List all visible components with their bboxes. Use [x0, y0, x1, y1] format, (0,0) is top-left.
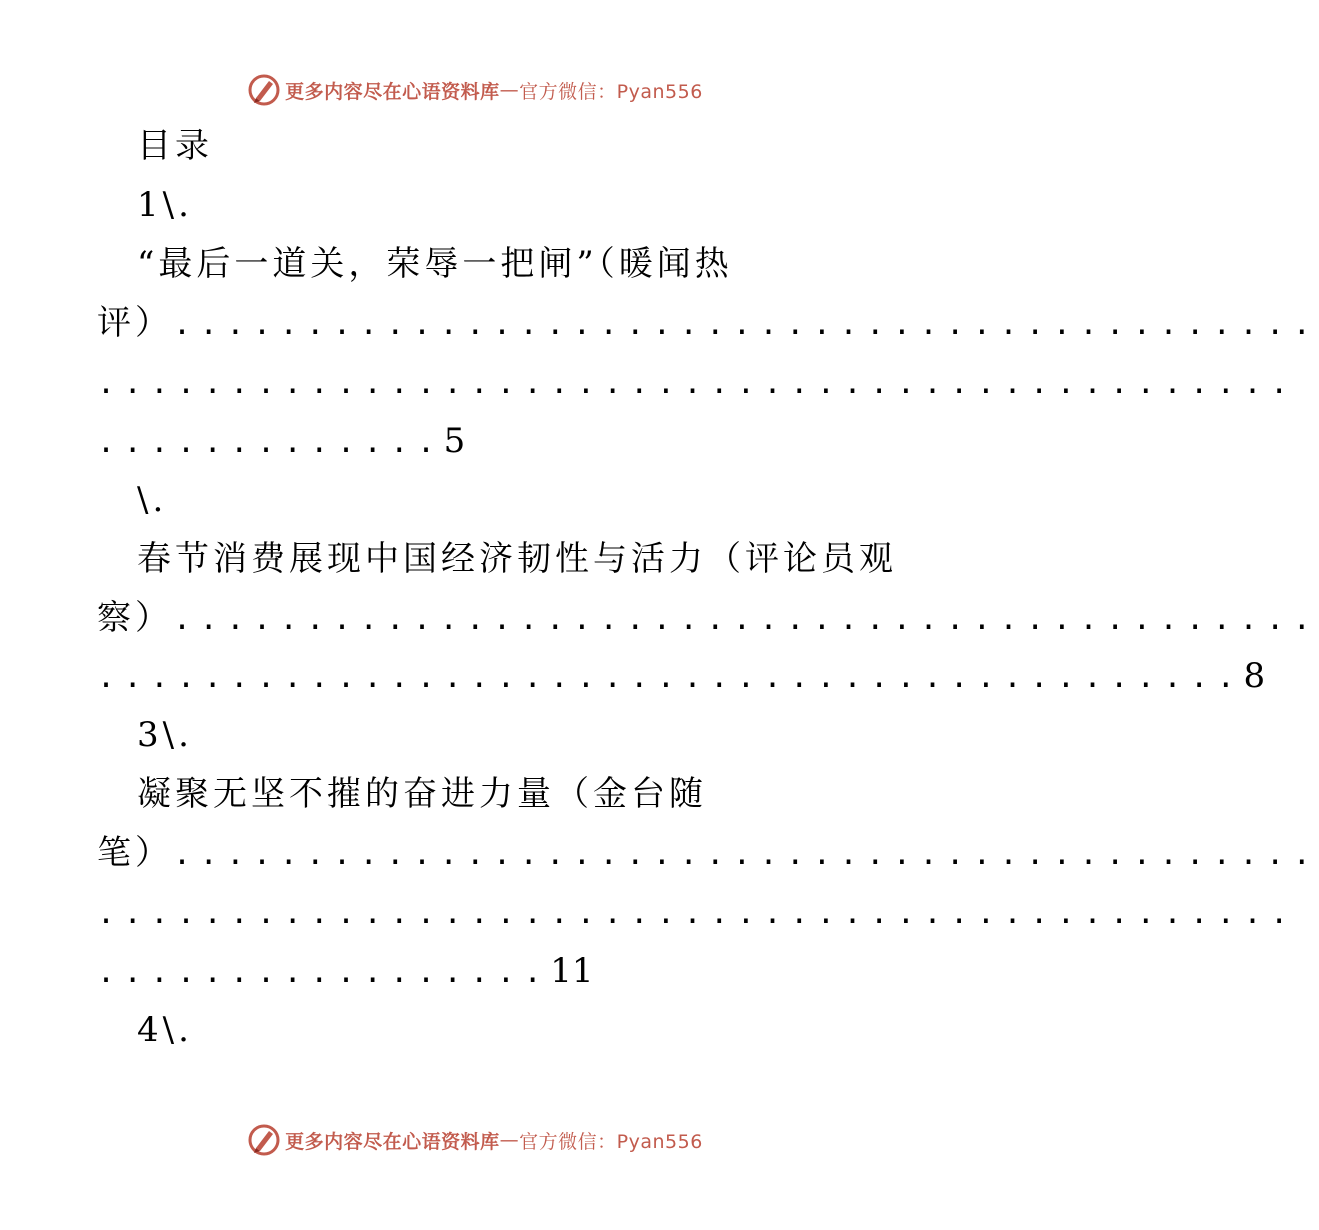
leader-dots: ........................................... — [97, 660, 1244, 695]
toc-entry-title-tail: 笔） — [97, 833, 173, 873]
header-banner — [0, 72, 950, 108]
toc-entry-leader — [97, 951, 594, 993]
toc-entry-leader — [97, 362, 1297, 404]
toc-entry-number: \. — [137, 480, 168, 520]
toc-entry-title-tail: 察） — [97, 598, 173, 638]
banner-wechat-text: 官方微信：Pyan556 — [519, 80, 703, 103]
toc-entry-page: 5 — [443, 421, 466, 461]
leader-dots: ............................................. — [97, 896, 1297, 931]
leader-dots: ........................................... — [173, 602, 1319, 637]
toc-entry-leader — [97, 833, 1319, 875]
banner-separator: — — [499, 79, 520, 101]
toc-entry-page: 8 — [1243, 656, 1266, 696]
toc-title: 目录 — [137, 126, 213, 166]
toc-entry-title: “最后一道关，荣辱一把闸”（暖闻热 — [137, 244, 733, 284]
pen-logo-icon — [247, 73, 281, 107]
toc-entry-number: 3\. — [137, 715, 193, 755]
leader-dots: ................. — [97, 955, 551, 990]
leader-dots: ........................................... — [173, 837, 1319, 872]
leader-dots: ............................................. — [97, 366, 1297, 401]
footer-banner — [0, 1122, 950, 1158]
toc-entry-number: 4\. — [137, 1010, 193, 1050]
toc-entry-leader — [97, 421, 465, 463]
toc-entry-page: 11 — [550, 951, 594, 991]
toc-entry-title: 凝聚无坚不摧的奋进力量（金台随 — [137, 774, 707, 814]
toc-entry-number: 1\. — [137, 185, 193, 225]
toc-entry-leader — [97, 892, 1297, 934]
banner-main-text: 更多内容尽在心语资料库 — [285, 80, 500, 103]
toc-entry-leader — [97, 598, 1319, 640]
toc-entry-leader — [97, 303, 1319, 345]
banner-wechat-text: 官方微信：Pyan556 — [519, 1130, 703, 1153]
banner-separator: — — [499, 1129, 520, 1151]
banner-main-text: 更多内容尽在心语资料库 — [285, 1130, 500, 1153]
toc-entry-leader — [97, 656, 1265, 698]
leader-dots: ............. — [97, 425, 444, 460]
toc-entry-title-tail: 评） — [97, 303, 173, 343]
leader-dots: ........................................... — [173, 307, 1319, 342]
pen-logo-icon — [247, 1123, 281, 1157]
toc-entry-title: 春节消费展现中国经济韧性与活力（评论员观 — [137, 539, 897, 579]
